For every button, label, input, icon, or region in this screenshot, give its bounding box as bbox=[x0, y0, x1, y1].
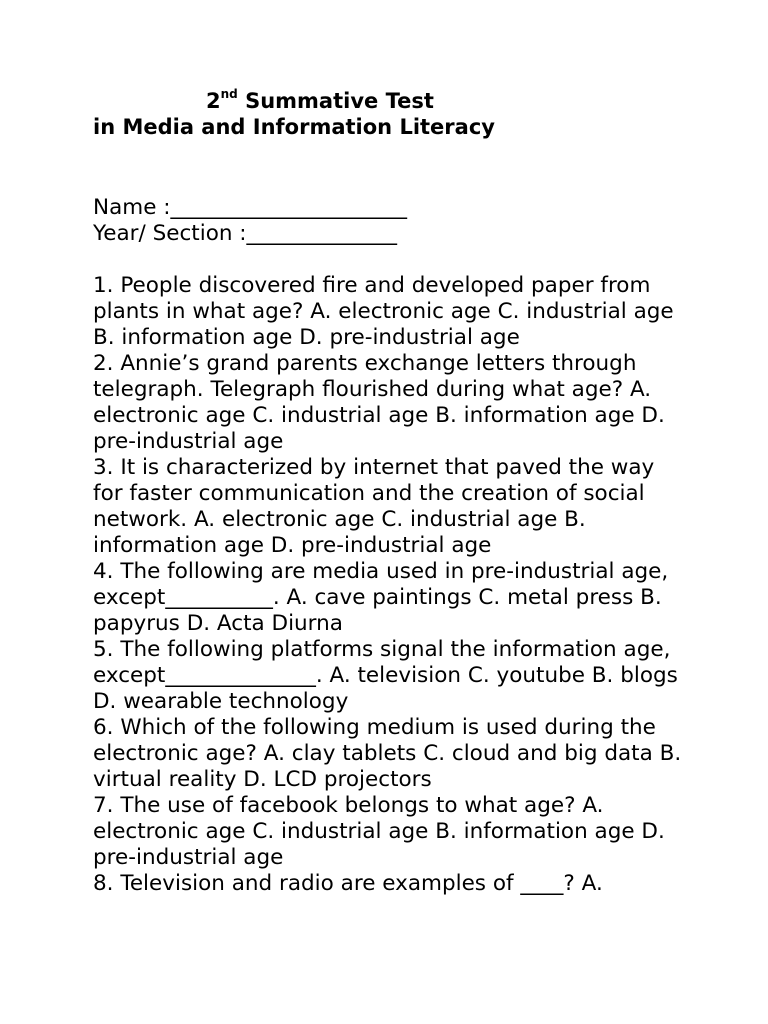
title-text: Summative Test bbox=[237, 89, 434, 113]
question-1: 1. People discovered fire and developed paper from plants in what age? A. electronic age C. industrial age B. information age D. pre-industrial age bbox=[93, 273, 674, 350]
title-line-1 bbox=[93, 88, 683, 114]
question-2: 2. Annie’s grand parents exchange letters through telegraph. Telegraph flourished during what age? A. electronic age C. industrial age B. information age D. pre-industrial age bbox=[93, 351, 665, 454]
title-number: 2 bbox=[206, 89, 221, 113]
document-page bbox=[93, 88, 683, 897]
name-field: Name :______________________ bbox=[93, 195, 408, 220]
question-4: 4. The following are media used in pre-industrial age, except__________. A. cave paintings C. metal press B. papyrus D. Acta Diurna bbox=[93, 559, 669, 636]
question-5: 5. The following platforms signal the information age, except______________. A. television C. youtube B. blogs D. wearable technology bbox=[93, 637, 678, 714]
section-field: Year/ Section :______________ bbox=[93, 221, 398, 246]
title-superscript: nd bbox=[220, 87, 238, 101]
question-8: 8. Television and radio are examples of ____? A. bbox=[93, 871, 603, 896]
question-7: 7. The use of facebook belongs to what age? A. electronic age C. industrial age B. information age D. pre-industrial age bbox=[93, 793, 665, 870]
question-3: 3. It is characterized by internet that paved the way for faster communication and the creation of social network. A. electronic age C. industrial age B. information age D. pre-industrial age bbox=[93, 455, 655, 558]
question-list bbox=[93, 273, 683, 897]
question-6: 6. Which of the following medium is used during the electronic age? A. clay tablets C. cloud and big data B. virtual reality D. LCD projectors bbox=[93, 715, 682, 792]
student-fields bbox=[93, 195, 683, 247]
title-line-2: in Media and Information Literacy bbox=[93, 115, 495, 139]
document-title bbox=[93, 88, 683, 140]
